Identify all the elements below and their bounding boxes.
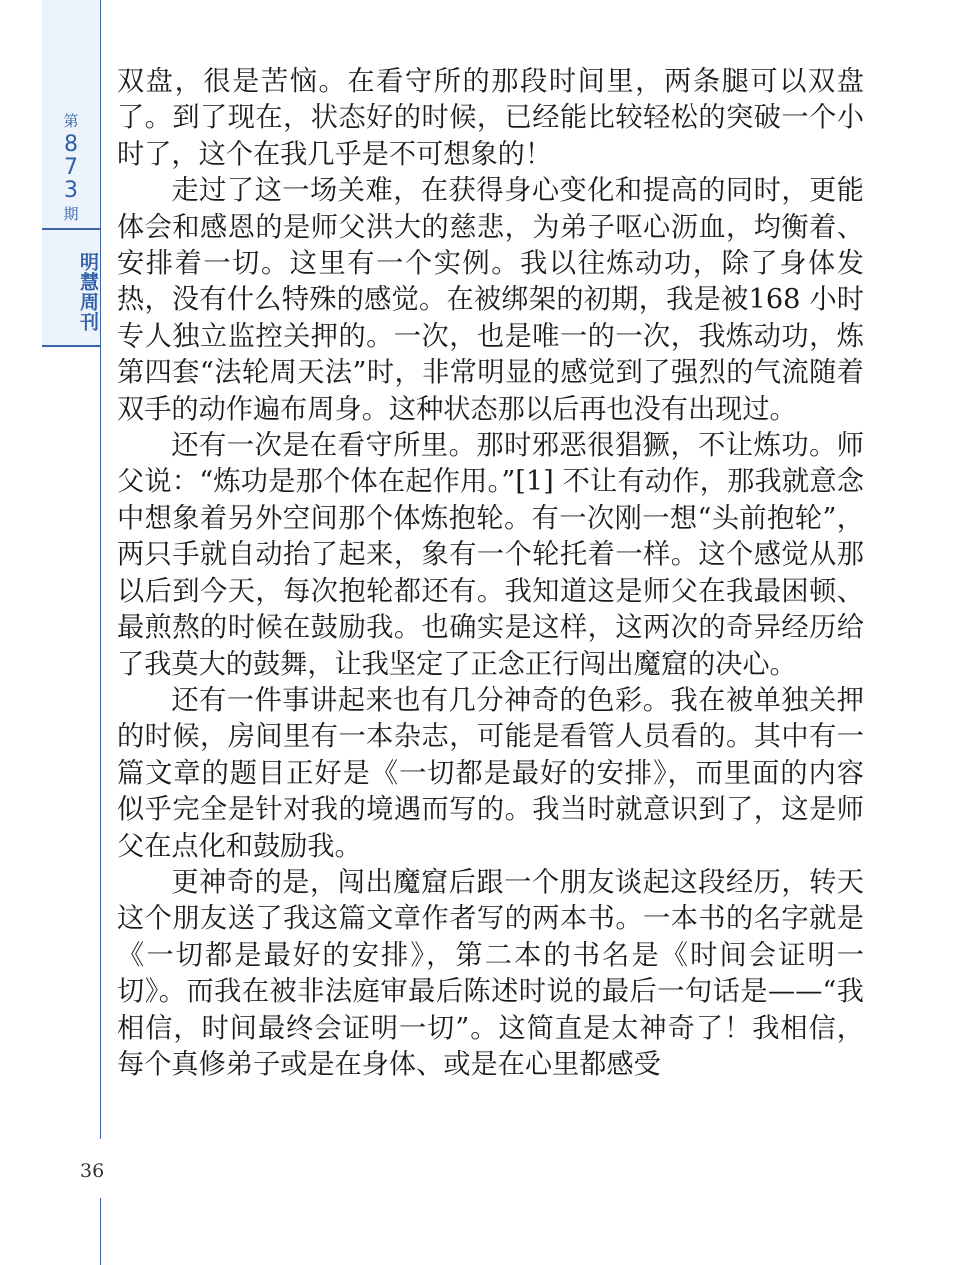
article-body	[117, 64, 864, 1083]
issue-digit: 3	[64, 178, 78, 203]
tab-divider-bottom	[42, 345, 100, 347]
paragraph: 走过了这一场关难，在获得身心变化和提高的同时，更能体会和感恩的是师父洪大的慈悲，为弟子呕心沥血，均衡着、安排着一切。这里有一个实例。我以往炼动功，除了身体发热，没有什么特殊的感觉。在被绑架的初期，我是被168 小时专人独立监控关押的。一次，也是唯一的一次，我炼动功，炼第四套“法轮周天法”时，非常明显的感觉到了强烈的气流随着双手的动作遍布周身。这种状态那以后再也没有出现过。	[117, 175, 864, 425]
issue-digit: 7	[64, 155, 78, 180]
paragraph: 还有一次是在看守所里。那时邪恶很猖獗，不让炼功。师父说：“炼功是那个体在起作用。”[1] 不让有动作，那我就意念中想象着另外空间那个体炼抱轮。有一次刚一想“头前抱轮”，两只手就自动抬了起来，象有一个轮托着一样。这个感觉从那以后到今天，每次抱轮都还有。我知道这是师父在我最困顿、最煎熬的时候在鼓励我。也确实是这样，这两次的奇异经历给了我莫大的鼓舞，让我坚定了正念正行闯出魔窟的决心。	[117, 430, 864, 680]
journal-name: 明慧周刊	[77, 252, 99, 332]
margin-rule	[100, 0, 101, 1139]
paragraph: 还有一件事讲起来也有几分神奇的色彩。我在被单独关押的时候，房间里有一本杂志，可能是看管人员看的。其中有一篇文章的题目正好是《一切都是最好的安排》，而里面的内容似乎完全是针对我的境遇而写的。我当时就意识到了，这是师父在点化和鼓励我。	[117, 684, 864, 862]
issue-digit: 8	[64, 132, 78, 157]
issue-number	[42, 133, 100, 202]
page-number: 36	[80, 1160, 105, 1182]
paragraph: 双盘，很是苦恼。在看守所的那段时间里，两条腿可以双盘了。到了现在，状态好的时候，已经能比较轻松的突破一个小时了，这个在我几乎是不可想象的！	[117, 66, 864, 170]
issue-prefix: 第	[63, 112, 79, 130]
margin-rule-lower	[100, 1198, 101, 1265]
paragraph: 更神奇的是，闯出魔窟后跟一个朋友谈起这段经历，转天这个朋友送了我这篇文章作者写的两本书。一本书的名字就是《一切都是最好的安排》，第二本的书名是《时间会证明一切》。而我在被非法庭审最后陈述时说的最后一句话是——“我相信，时间最终会证明一切”。这简直是太神奇了！我相信，每个真修弟子或是在身体、或是在心里都感受	[117, 866, 864, 1080]
tab-divider	[42, 228, 100, 230]
issue-suffix: 期	[63, 205, 79, 223]
